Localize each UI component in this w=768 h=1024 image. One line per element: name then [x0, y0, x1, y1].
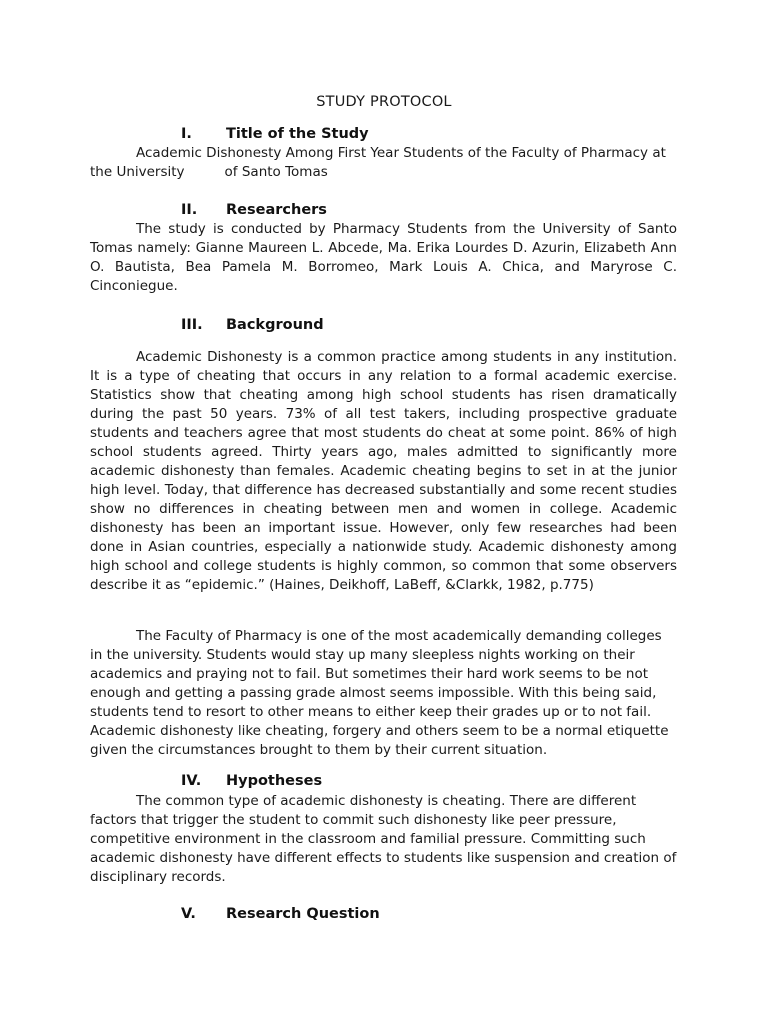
- hypotheses-paragraph: The common type of academic dishonesty is cheating. There are different factors that trigger the student to commit such dishonesty like peer pressure, competitive environment in the classroom and familial pressure. Committing such academic dishonesty have different effects to students like suspension and creation of disciplinary records.: [90, 793, 677, 885]
- section-heading-title-of-study: [181, 125, 369, 143]
- section-heading-text: Researchers: [226, 202, 327, 218]
- researchers-paragraph: The study is conducted by Pharmacy Students from the University of Santo Tomas namely: Gianne Maureen L. Abcede, Ma. Erika Lourdes D. Azurin, Elizabeth Ann O. Bautista, Bea Pamela M. Borromeo, Mark Louis A. Chica, and Maryrose C. Cinconiegue.: [90, 221, 677, 294]
- section-heading-research-question: [181, 905, 380, 923]
- section-heading-hypotheses: [181, 772, 322, 790]
- section-heading-text: Hypotheses: [226, 773, 323, 789]
- background-paragraph: The Faculty of Pharmacy is one of the most academically demanding colleges in the university. Students would stay up many sleepless nights working on their academics and praying not to fail. But sometimes their hard work seems to be not enough and getting a passing grade almost seems impossible. With this being said, students tend to resort to other means to either keep their grades up or to not fail. Academic dishonesty like cheating, forgery and others seem to be a normal etiquette given the circumstances brought to them by their current situation.: [90, 628, 669, 758]
- document-title: STUDY PROTOCOL: [316, 94, 452, 110]
- section-number: II.: [181, 202, 198, 218]
- section-heading-researchers: [181, 201, 327, 219]
- section-number: V.: [181, 906, 196, 922]
- section-heading-text: Research Question: [226, 906, 380, 922]
- study-title-fragment: of Santo Tomas: [224, 164, 328, 180]
- background-paragraph: Academic Dishonesty is a common practice among students in any institution. It is a type of cheating that occurs in any relation to a formal academic exercise. Statistics show that cheating among high school students has risen dramatically during the past 50 years. 73% of all test takers, including prospective graduate students and teachers agree that most students do cheat at some point. 86% of high school students agreed. Thirty years ago, males admitted to significantly more academic dishonesty than females. Academic cheating begins to set in at the junior high level. Today, that difference has decreased substantially and some recent studies show no differences in cheating between men and women in college. Academic dishonesty has been an important issue. However, only few researches had been done in Asian countries, especially a nationwide study. Academic dishonesty among high school and college students is highly common, so common that some observers describe it as “epidemic.” (Haines, Deikhoff, LaBeff, &Clarkk, 1982, p.775): [90, 349, 677, 593]
- section-heading-background: [181, 316, 324, 334]
- section-number: I.: [181, 126, 192, 142]
- section-heading-text: Title of the Study: [226, 126, 369, 142]
- study-title-fragment: the University: [90, 164, 185, 180]
- section-number: III.: [181, 317, 203, 333]
- study-title-line: Academic Dishonesty Among First Year Students of the Faculty of Pharmacy at: [136, 145, 666, 161]
- section-heading-text: Background: [226, 317, 324, 333]
- section-number: IV.: [181, 773, 202, 789]
- study-title-line: [90, 163, 328, 182]
